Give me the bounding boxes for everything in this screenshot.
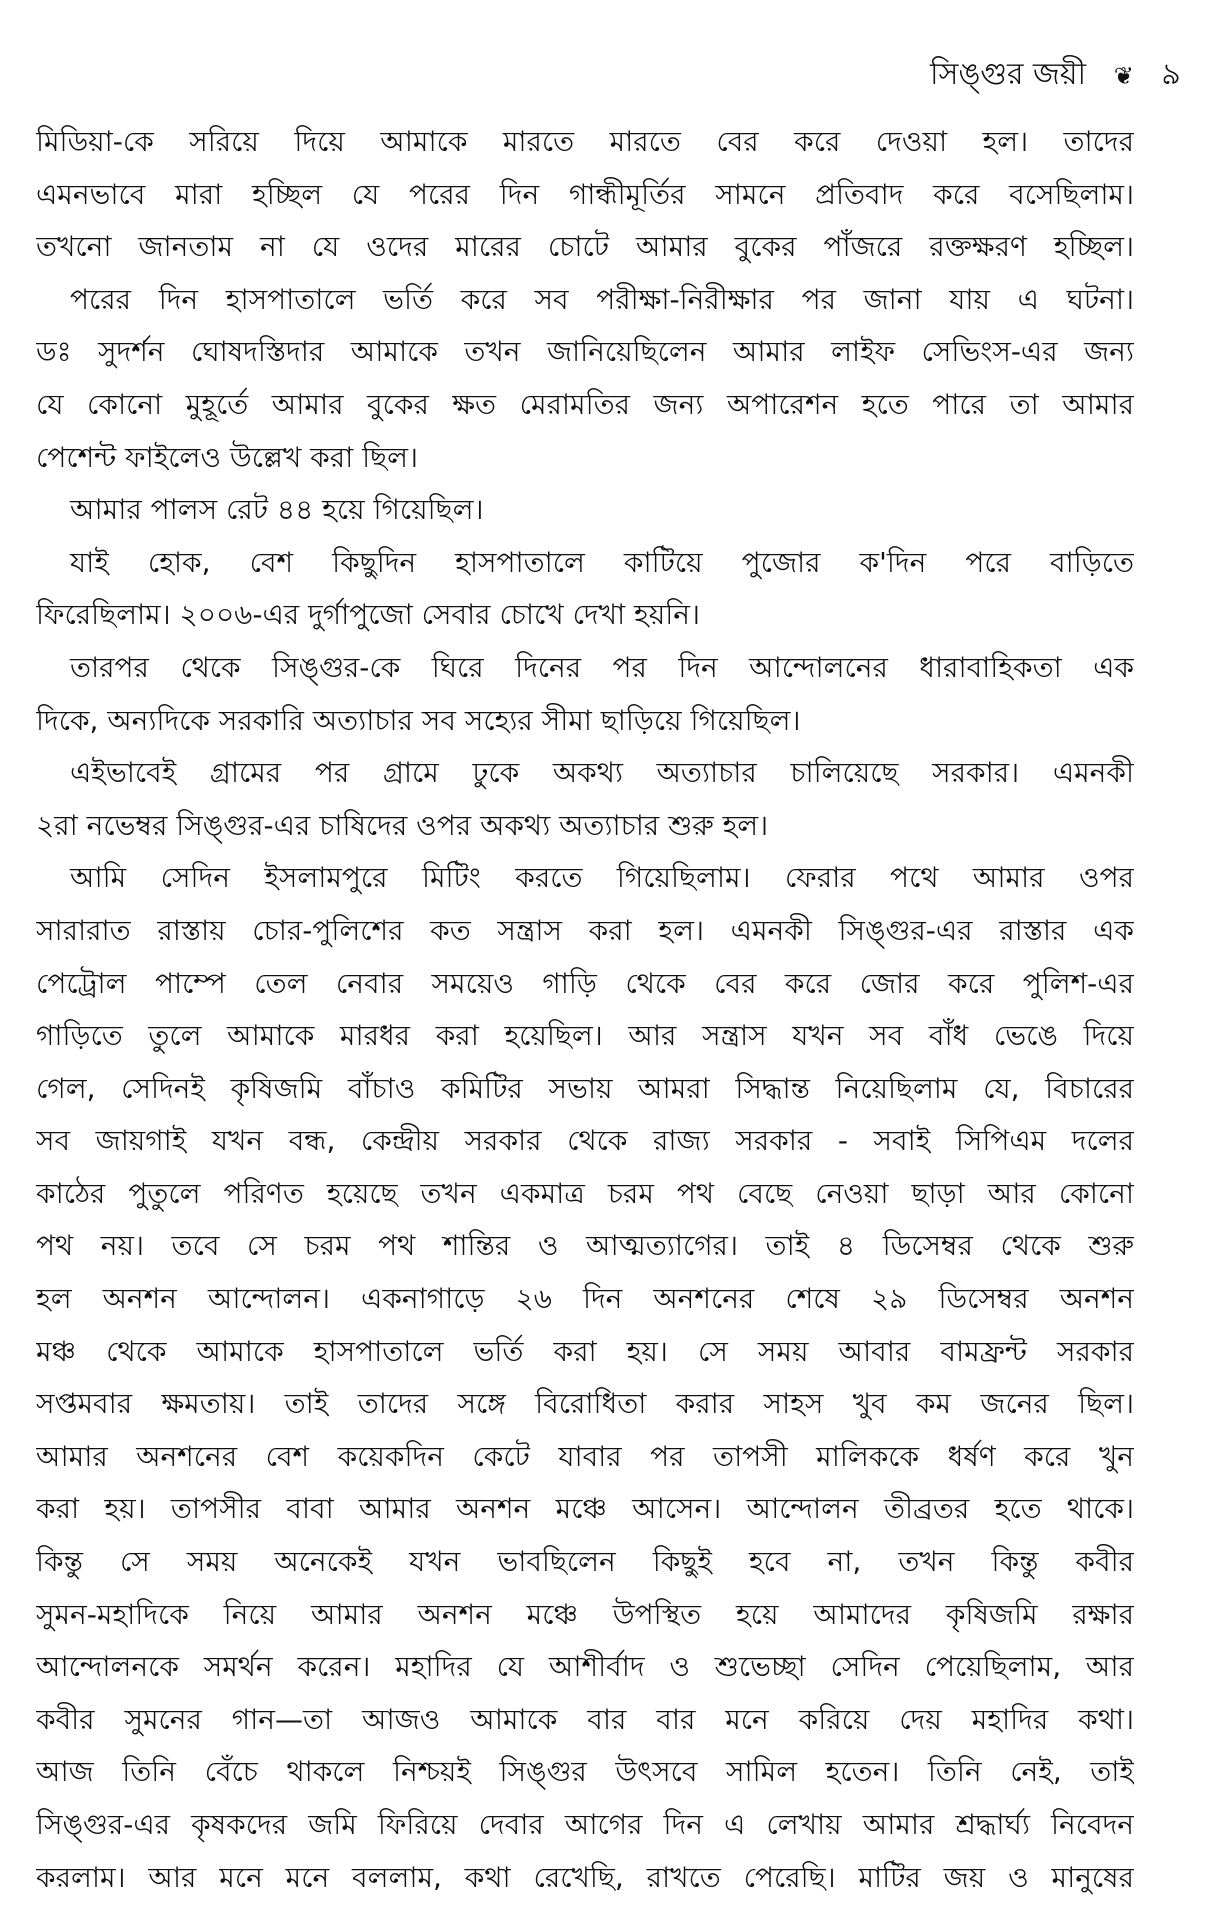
text-line: মঞ্চ থেকে আমাকে হাসপাতালে ভর্তি করা হয়। সে সময় আবার বামফ্রন্ট সরকার — [36, 1334, 1134, 1368]
text-line: এইভাবেই গ্রামের পর গ্রামে ঢুকে অকথ্য অত্যাচার চালিয়েছে সরকার। এমনকী — [70, 756, 1134, 790]
text-line: হল অনশন আন্দোলন। একনাগাড়ে ২৬ দিন অনশনের শেষে ২৯ ডিসেম্বর অনশন — [36, 1282, 1134, 1316]
text-line: এমনভাবে মারা হচ্ছিল যে পরের দিন গান্ধীমূর্তির সামনে প্রতিবাদ করে বসেছিলাম। — [36, 177, 1134, 211]
text-line: ডঃ সুদর্শন ঘোষদস্তিদার আমাকে তখন জানিয়েছিলেন আমার লাইফ সেভিংস-এর জন্য — [36, 335, 1134, 369]
text-line: সিঙ্গুর-এর কৃষকদের জমি ফিরিয়ে দেবার আগের দিন এ লেখায় আমার শ্রদ্ধার্ঘ্য নিবেদন — [36, 1808, 1134, 1841]
text-line: গাড়িতে তুলে আমাকে মারধর করা হয়েছিল। আর সন্ত্রাস যখন সব বাঁধ ভেঙে দিয়ে — [36, 1019, 1134, 1053]
text-line: তখনো জানতাম না যে ওদের মারের চোটে আমার বুকের পাঁজরে রক্তক্ষরণ হচ্ছিল। — [36, 230, 1134, 264]
text-line: পথ নয়। তবে সে চরম পথ শান্তির ও আত্মত্যাগের। তাই ৪ ডিসেম্বর থেকে শুরু — [36, 1229, 1134, 1263]
text-line: পেশেন্ট ফাইলেও উল্লেখ করা ছিল। — [36, 440, 419, 474]
ornament-icon: ❦ — [1113, 62, 1134, 90]
text-line: সব জায়গাই যখন বন্ধ, কেন্দ্রীয় সরকার থেকে রাজ্য সরকার - সবাই সিপিএম দলের — [36, 1124, 1134, 1158]
text-line: কবীর সুমনের গান—তা আজও আমাকে বার বার মনে করিয়ে দেয় মহাদির কথা। — [36, 1702, 1134, 1736]
text-line: কাঠের পুতুলে পরিণত হয়েছে তখন একমাত্র চরম পথ বেছে নেওয়া ছাড়া আর কোনো — [36, 1176, 1134, 1210]
text-line: সারারাত রাস্তায় চোর-পুলিশের কত সন্ত্রাস করা হল। এমনকী সিঙ্গুর-এর রাস্তার এক — [36, 913, 1134, 947]
text-line: তারপর থেকে সিঙ্গুর-কে ঘিরে দিনের পর দিন আন্দোলনের ধারাবাহিকতা এক — [70, 650, 1134, 684]
text-line: আমার অনশনের বেশ কয়েকদিন কেটে যাবার পর তাপসী মালিককে ধর্ষণ করে খুন — [36, 1439, 1134, 1473]
page-body-text — [36, 116, 1134, 1904]
text-line: আজ তিনি বেঁচে থাকলে নিশ্চয়ই সিঙ্গুর উৎসবে সামিল হতেন। তিনি নেই, তাই — [36, 1755, 1134, 1789]
page-number: ৯ — [1161, 57, 1181, 92]
text-line: আমার পালস রেট ৪৪ হয়ে গিয়েছিল। — [70, 493, 484, 527]
text-line: আমি সেদিন ইসলামপুরে মিটিং করতে গিয়েছিলাম। ফেরার পথে আমার ওপর — [70, 861, 1134, 895]
running-header — [930, 50, 1181, 101]
text-line: কিন্তু সে সময় অনেকেই যখন ভাবছিলেন কিছুই হবে না, তখন কিন্তু কবীর — [36, 1545, 1134, 1579]
text-line: করলাম। আর মনে মনে বললাম, কথা রেখেছি, রাখতে পেরেছি। মাটির জয় ও মানুষের — [36, 1860, 1134, 1894]
text-line: মিডিয়া-কে সরিয়ে দিয়ে আমাকে মারতে মারতে বের করে দেওয়া হল। তাদের — [36, 125, 1134, 158]
text-line: করা হয়। তাপসীর বাবা আমার অনশন মঞ্চে আসেন। আন্দোলন তীব্রতর হতে থাকে। — [36, 1492, 1134, 1526]
text-line: পেট্রোল পাম্পে তেল নেবার সময়েও গাড়ি থেকে বের করে জোর করে পুলিশ-এর — [36, 966, 1134, 1000]
text-line: দিকে, অন্যদিকে সরকারি অত্যাচার সব সহ্যের সীমা ছাড়িয়ে গিয়েছিল। — [36, 703, 801, 737]
text-line: যাই হোক, বেশ কিছুদিন হাসপাতালে কাটিয়ে পুজোর ক'দিন পরে বাড়িতে — [70, 545, 1134, 579]
book-title: সিঙ্গুর জয়ী — [930, 57, 1087, 92]
text-line: আন্দোলনকে সমর্থন করেন। মহাদির যে আশীর্বাদ ও শুভেচ্ছা সেদিন পেয়েছিলাম, আর — [36, 1650, 1134, 1684]
text-line: সপ্তমবার ক্ষমতায়। তাই তাদের সঙ্গে বিরোধিতা করার সাহস খুব কম জনের ছিল। — [36, 1387, 1134, 1421]
text-line: পরের দিন হাসপাতালে ভর্তি করে সব পরীক্ষা-নিরীক্ষার পর জানা যায় এ ঘটনা। — [70, 282, 1134, 316]
text-line: ২রা নভেম্বর সিঙ্গুর-এর চাষিদের ওপর অকথ্য অত্যাচার শুরু হল। — [36, 808, 769, 842]
text-line: সুমন-মহাদিকে নিয়ে আমার অনশন মঞ্চে উপস্থিত হয়ে আমাদের কৃষিজমি রক্ষার — [36, 1597, 1134, 1631]
text-line: যে কোনো মুহূর্তে আমার বুকের ক্ষত মেরামতির জন্য অপারেশন হতে পারে তা আমার — [36, 387, 1134, 421]
text-line: গেল, সেদিনই কৃষিজমি বাঁচাও কমিটির সভায় আমরা সিদ্ধান্ত নিয়েছিলাম যে, বিচারের — [36, 1071, 1134, 1105]
text-line: ফিরেছিলাম। ২০০৬-এর দুর্গাপুজো সেবার চোখে দেখা হয়নি। — [36, 598, 700, 632]
